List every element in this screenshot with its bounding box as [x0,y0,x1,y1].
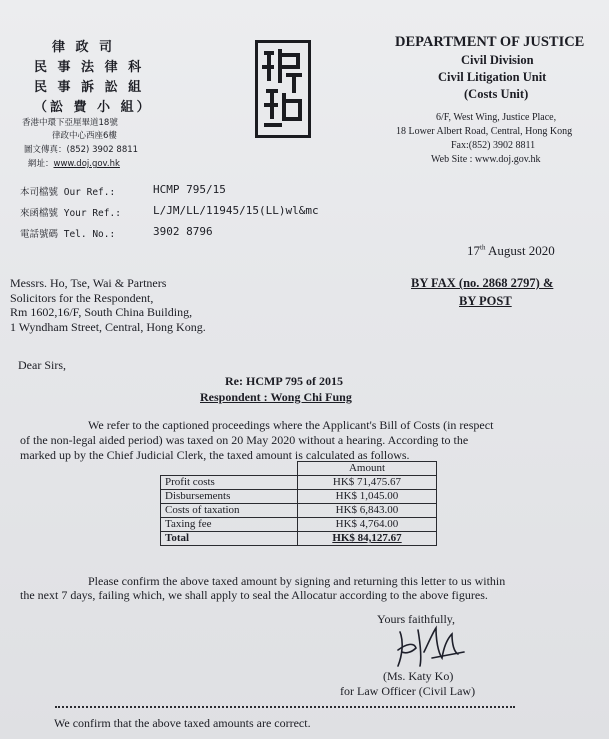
subunit-name: (Costs Unit) [464,87,529,101]
address-line-2: 18 Lower Albert Road, Central, Hong Kong [396,126,573,137]
recipient-line-3: Rm 1602,16/F, South China Building, [10,305,193,319]
cost-item: Taxing fee [161,518,298,532]
our-ref-value: HCMP 795/15 [153,183,226,196]
your-ref-label: 來函檔號 Your Ref.: [20,208,121,219]
seal-glyph-icon [258,43,308,135]
recipient-line-4: 1 Wyndham Street, Central, Hong Kong. [10,319,206,334]
cost-item: Profit costs [161,476,298,490]
cost-amount: HK$ 71,475.67 [298,476,437,490]
paragraph1-line-3: marked up by the Chief Judicial Clerk, the taxed amount is calculated as follows. [20,448,410,462]
your-ref-value: L/JM/LL/11945/15(LL)wl&mc [153,204,319,217]
table-header-blank [161,462,298,476]
table-header-row [161,462,437,476]
signatory-name: (Ms. Katy Ko) [383,669,454,683]
delivery-line-1: BY FAX (no. 2868 2797) & [411,276,554,290]
division-name: Civil Division [461,53,534,67]
web-line: Web Site : www.doj.gov.hk [431,154,541,165]
letter-date [467,243,555,259]
cn-address-1: 香港中環下亞厘畢道18號 [22,118,118,128]
date-day: 17 [467,243,480,258]
address-line-1: 6/F, West Wing, Justice Place, [436,112,557,123]
cn-fax-value: (852) 3902 8811 [66,145,139,155]
cost-amount: HK$ 6,843.00 [298,504,437,518]
cost-item: Costs of taxation [161,504,298,518]
our-ref-label: 本司檔號 Our Ref.: [20,187,116,198]
respondent-line: Respondent : Wong Chi Fung [200,390,352,404]
recipient-block [10,276,206,334]
paragraph1-line-2: of the non-legal aided period) was taxed on 20 May 2020 without a hearing. According to the [20,433,469,447]
cn-line-2: 民 事 法 律 科 [34,60,145,75]
cost-item: Disbursements [161,490,298,504]
cn-website-label: 網址： [28,159,54,169]
table-row [161,476,437,490]
cost-amount: HK$ 4,764.00 [298,518,437,532]
table-row [161,518,437,532]
table-row [161,504,437,518]
total-amount: HK$ 84,127.67 [298,532,437,546]
recipient-line-2: Solicitors for the Respondent, [10,290,154,305]
cn-line-4: （訟 費 小 組） [34,100,153,115]
closing: Yours faithfully, [377,612,456,626]
date-rest: August 2020 [488,243,555,258]
dotted-divider [55,706,515,708]
unit-name: Civil Litigation Unit [438,70,547,84]
cn-website [28,157,120,169]
cn-fax-label: 圖文傳真： [24,145,67,155]
signature-icon [392,622,472,670]
fax-line: Fax:(852) 3902 8811 [451,140,536,151]
cost-amount: HK$ 1,045.00 [298,490,437,504]
signatory-title: for Law Officer (Civil Law) [340,684,476,698]
doj-seal [255,40,311,138]
cn-line-1: 律 政 司 [52,40,116,55]
cn-line-3: 民 事 訴 訟 組 [34,80,145,95]
date-suffix: th [480,243,486,252]
costs-table [160,461,437,546]
confirmation-text: We confirm that the above taxed amounts are correct. [54,716,311,730]
recipient-line-1: Messrs. Ho, Tse, Wai & Partners [10,276,167,290]
department-name: DEPARTMENT OF JUSTICE [395,34,585,50]
table-total-row [161,532,437,546]
cn-fax [24,143,138,155]
paragraph2-line-1: Please confirm the above taxed amount by signing and returning this letter to us within [88,574,506,588]
total-label: Total [161,532,298,546]
cn-website-value: www.doj.gov.hk [53,159,120,169]
salutation: Dear Sirs, [18,358,66,372]
delivery-line-2: BY POST [459,294,512,308]
tel-value: 3902 8796 [153,225,213,238]
table-row [161,490,437,504]
tel-label: 電話號碼 Tel. No.: [20,229,116,240]
paragraph2-line-2: the next 7 days, failing which, we shall apply to seal the Allocatur according to the above figures. [20,588,488,602]
re-line: Re: HCMP 795 of 2015 [225,374,343,388]
cn-address-2: 律政中心西座6樓 [52,131,117,141]
amount-header: Amount [298,462,437,476]
paragraph1-line-1: We refer to the captioned proceedings where the Applicant's Bill of Costs (in respect [88,418,494,432]
